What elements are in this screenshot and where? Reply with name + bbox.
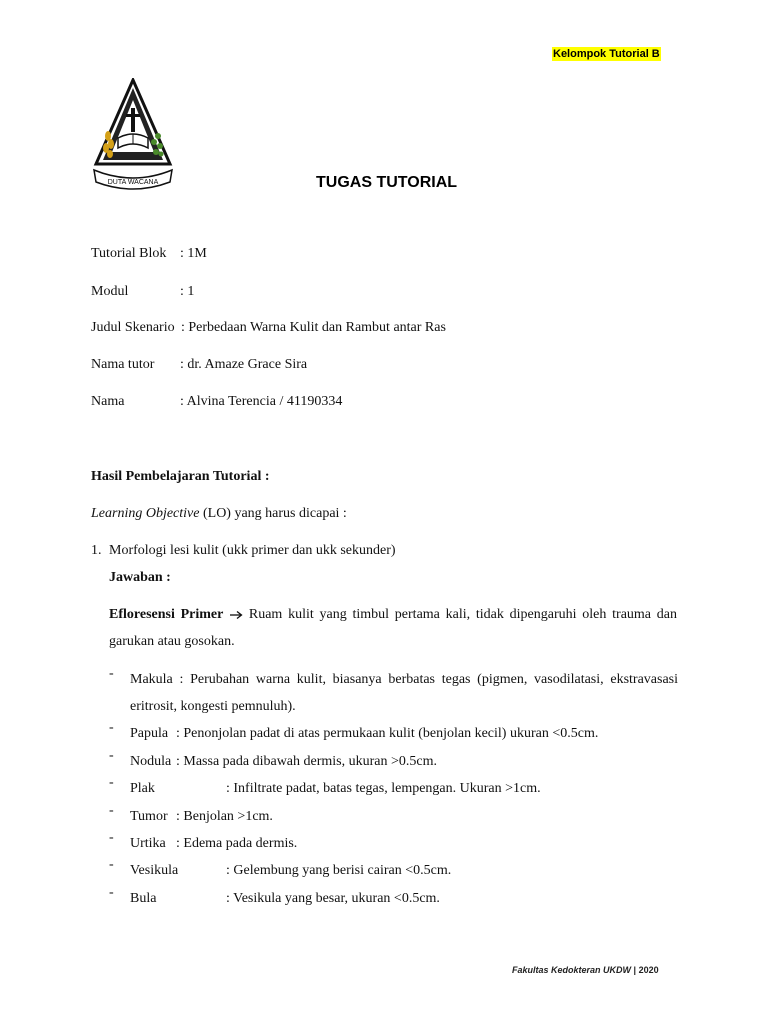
lesion-term: Plak bbox=[130, 781, 155, 796]
lesion-term: Urtika bbox=[130, 836, 166, 851]
lesion-term: Nodula bbox=[130, 754, 172, 769]
university-logo bbox=[92, 78, 174, 196]
lesion-desc: : Edema pada dermis. bbox=[176, 836, 298, 851]
footer-faculty: Fakultas Kedokteran UKDW bbox=[512, 965, 632, 975]
list-item bbox=[130, 830, 678, 857]
info-label-modul: Modul bbox=[91, 284, 129, 299]
list-item bbox=[130, 885, 678, 912]
bullet-dash: - bbox=[109, 830, 114, 845]
efloresensi-definition: Ruam kulit yang timbul pertama kali, tidak dipengaruhi oleh trauma dan garukan atau gosokan. bbox=[109, 607, 677, 649]
logo-caption: DUTA WACANA bbox=[107, 179, 159, 186]
lesion-term: Tumor bbox=[130, 809, 168, 824]
bullet-dash: - bbox=[109, 803, 114, 818]
footer-year: 2020 bbox=[638, 965, 659, 975]
right-arrow-icon bbox=[229, 610, 243, 620]
objective-text: Morfologi lesi kulit (ukk primer dan ukk sekunder) bbox=[109, 543, 396, 558]
lesion-term: Makula bbox=[130, 672, 173, 687]
group-label: Kelompok Tutorial B bbox=[553, 48, 660, 60]
lesion-desc: : Vesikula yang besar, ukuran <0.5cm. bbox=[226, 891, 440, 906]
list-item bbox=[130, 775, 678, 802]
list-item bbox=[130, 666, 678, 720]
list-item bbox=[130, 857, 678, 884]
lesion-desc: : Massa pada dibawah dermis, ukuran >0.5cm. bbox=[176, 754, 437, 769]
bullet-dash: - bbox=[109, 775, 114, 790]
section-heading: Hasil Pembelajaran Tutorial : bbox=[91, 469, 270, 484]
list-item bbox=[130, 803, 678, 830]
lesion-desc: : Penonjolan padat di atas permukaan kulit (benjolan kecil) ukuran <0.5cm. bbox=[176, 726, 599, 741]
footer-separator: | bbox=[631, 965, 639, 975]
info-label-blok: Tutorial Blok bbox=[91, 246, 167, 261]
answer-label: Jawaban : bbox=[109, 570, 171, 585]
bullet-dash: - bbox=[109, 885, 114, 900]
efloresensi-term: Efloresensi Primer bbox=[109, 607, 224, 622]
info-value-modul: : 1 bbox=[180, 284, 195, 299]
list-item bbox=[130, 720, 678, 747]
bullet-dash: - bbox=[109, 857, 114, 872]
bullet-dash: - bbox=[109, 720, 114, 735]
info-label-nama: Nama bbox=[91, 394, 125, 409]
lesion-term: Papula bbox=[130, 726, 169, 741]
lesion-desc: : Benjolan >1cm. bbox=[176, 809, 273, 824]
list-item bbox=[130, 748, 678, 775]
bullet-dash: - bbox=[109, 666, 114, 681]
lesion-desc: : Gelembung yang berisi cairan <0.5cm. bbox=[226, 863, 452, 878]
info-value-blok: : 1M bbox=[180, 246, 207, 261]
objective-number: 1. bbox=[91, 543, 102, 558]
info-value-tutor: : dr. Amaze Grace Sira bbox=[180, 357, 308, 372]
lesion-desc: : Infiltrate padat, batas tegas, lempengan. Ukuran >1cm. bbox=[226, 781, 541, 796]
learning-objective-rest: (LO) yang harus dicapai : bbox=[199, 506, 347, 521]
page-title: TUGAS TUTORIAL bbox=[316, 174, 458, 191]
lesion-term: Bula bbox=[130, 891, 157, 906]
info-value-judul: : Perbedaan Warna Kulit dan Rambut antar Ras bbox=[181, 320, 446, 335]
info-value-nama: : Alvina Terencia / 41190334 bbox=[180, 394, 343, 409]
bullet-dash: - bbox=[109, 748, 114, 763]
learning-objective-line bbox=[91, 506, 347, 522]
info-label-judul: Judul Skenario bbox=[91, 320, 175, 335]
efloresensi-paragraph bbox=[109, 601, 677, 655]
lesion-desc: : Perubahan warna kulit, biasanya berbatas tegas (pigmen, vasodilatasi, ekstravasasi eritrosit, kongesti pemnuluh). bbox=[130, 672, 678, 714]
info-label-tutor: Nama tutor bbox=[91, 357, 155, 372]
learning-objective-italic: Learning Objective bbox=[91, 506, 200, 521]
lesion-term: Vesikula bbox=[130, 863, 179, 878]
page-footer bbox=[512, 965, 659, 975]
